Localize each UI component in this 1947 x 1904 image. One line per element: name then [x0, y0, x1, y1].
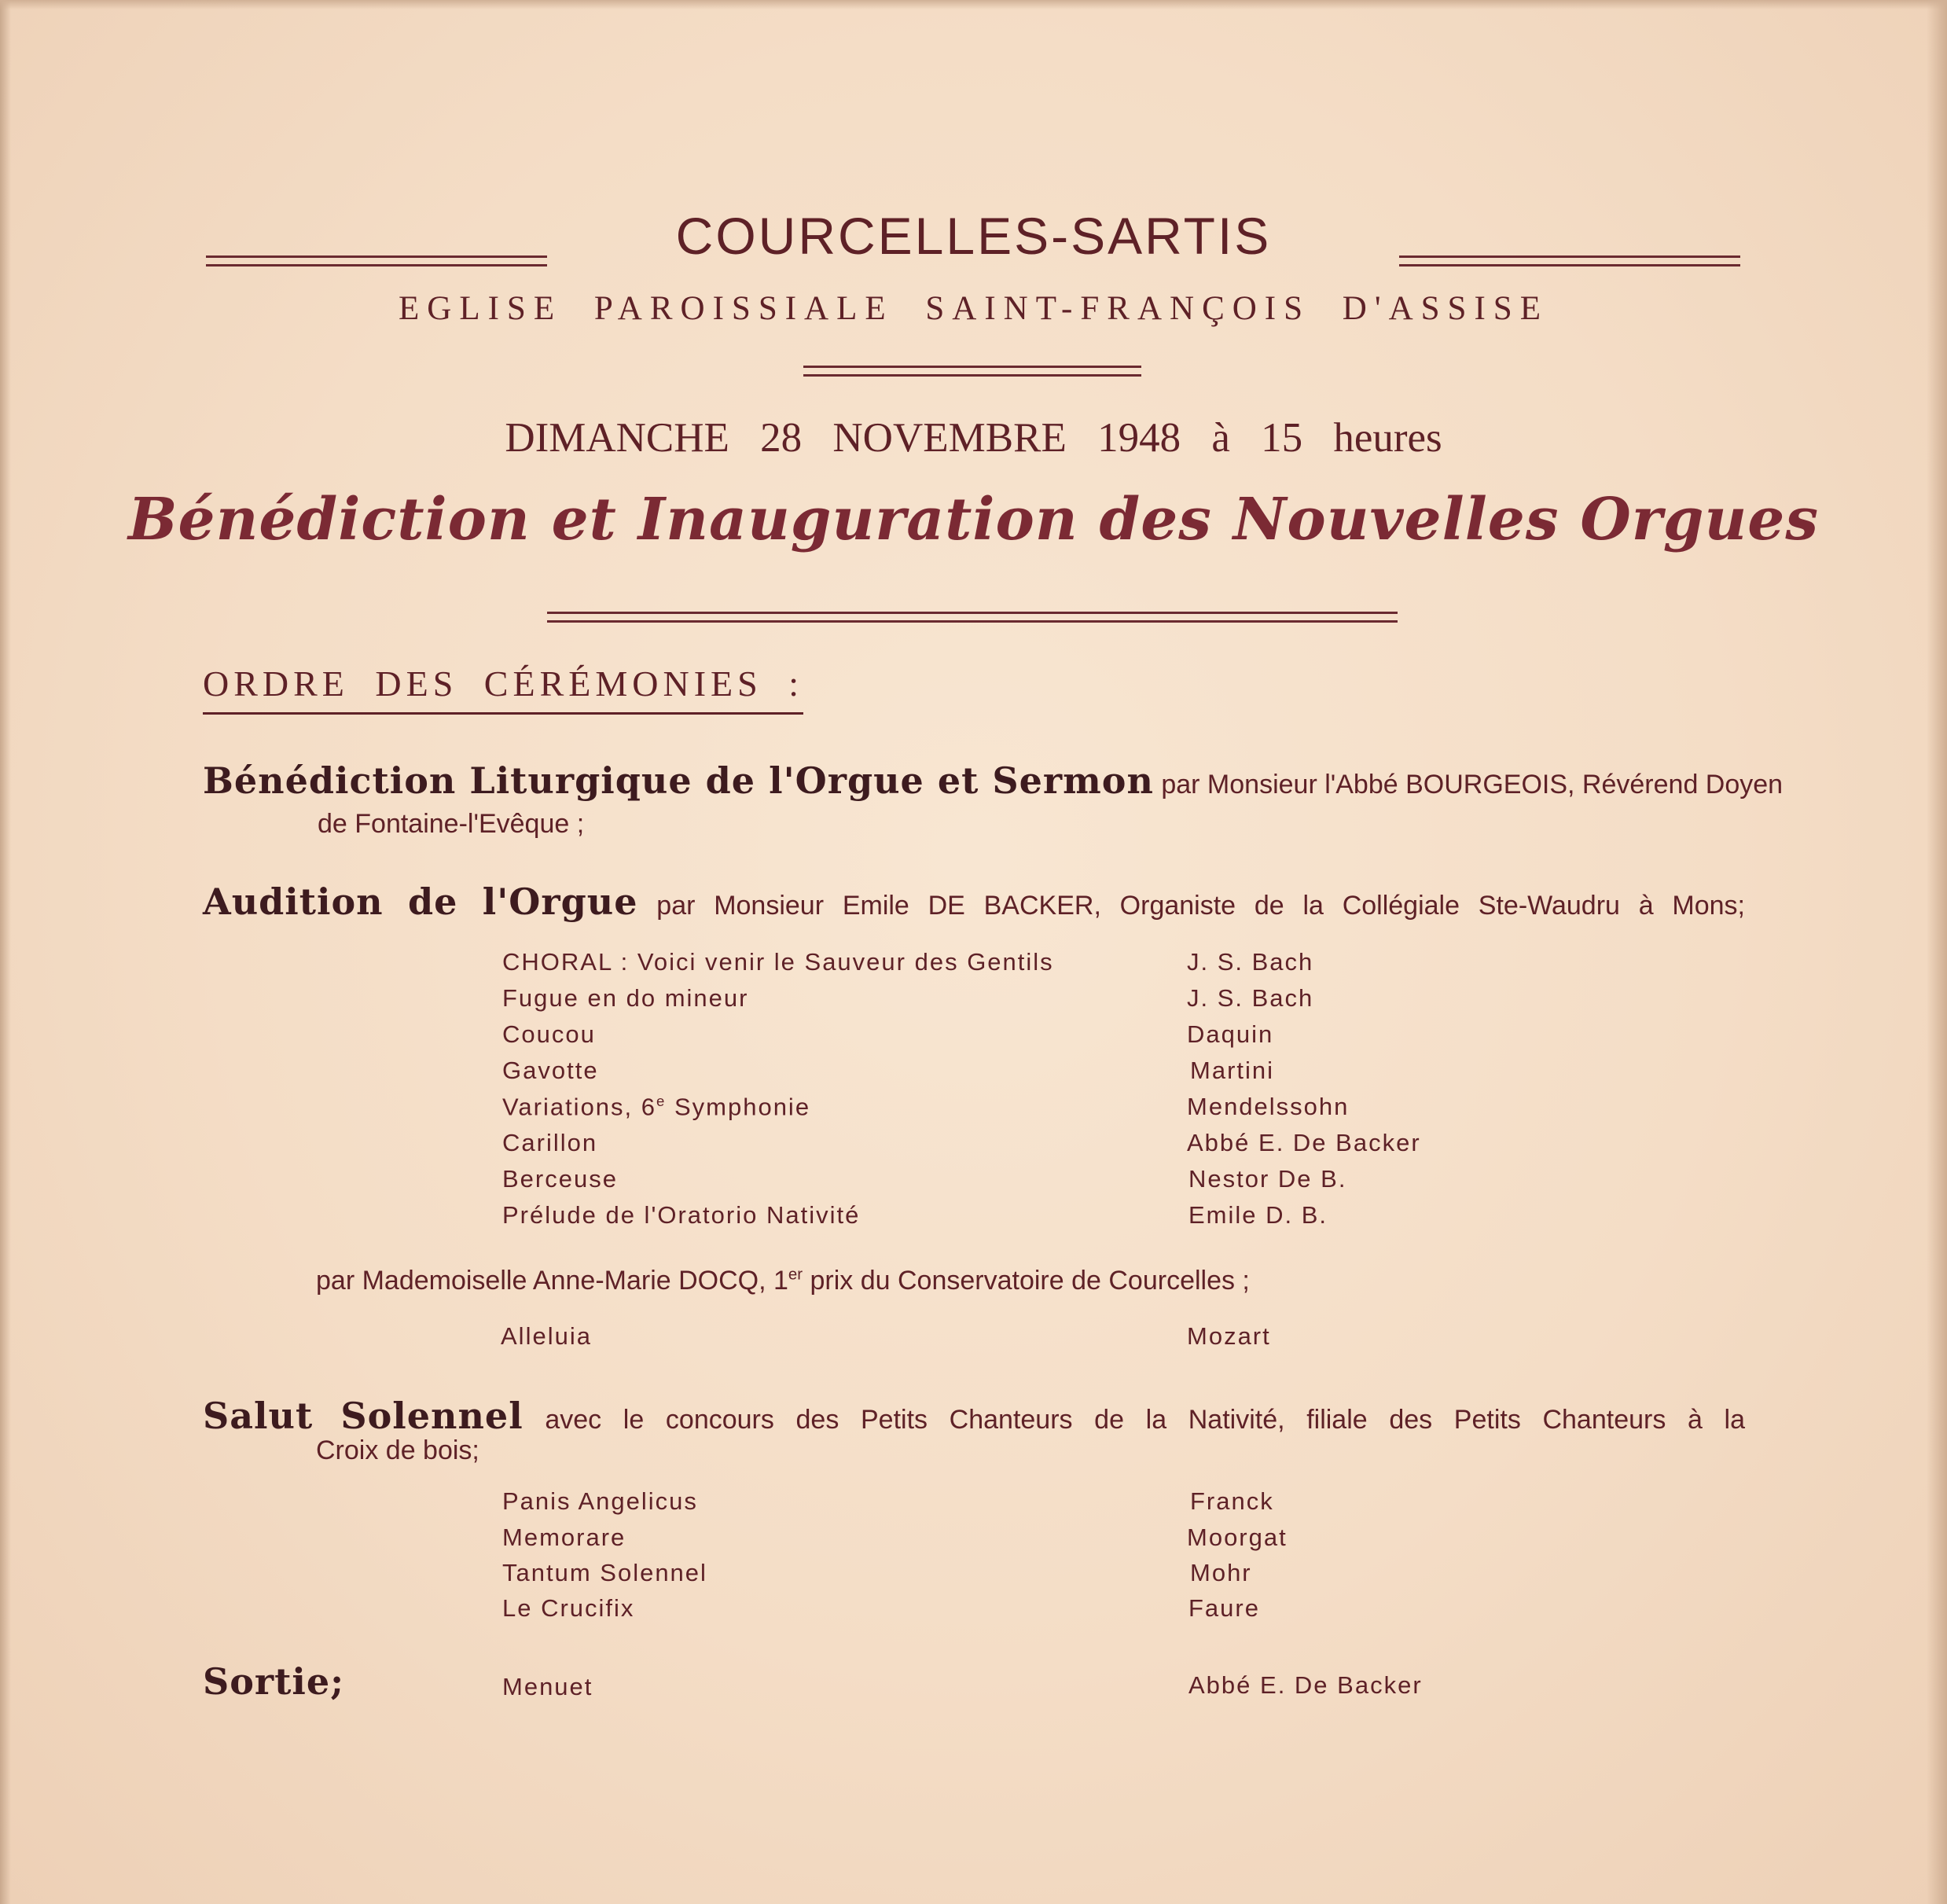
audition-line [203, 880, 1745, 923]
piece-composer: Mohr [1190, 1559, 1252, 1586]
salut-line [203, 1395, 1745, 1437]
piece-title: Coucou [502, 1020, 596, 1048]
event-date: DIMANCHE 28 NOVEMBRE 1948 à 15 heures [505, 415, 1442, 461]
piece-title: Tantum Solennel [502, 1559, 707, 1586]
piece-title: Memorare [502, 1524, 626, 1551]
piece-composer: Daquin [1187, 1020, 1274, 1048]
benediction-line [203, 759, 1784, 802]
piece-composer: Nestor De B. [1188, 1165, 1347, 1193]
piece-title: Berceuse [502, 1165, 618, 1193]
piece-title: Variations, 6e Symphonie [502, 1093, 811, 1121]
piece-composer: Moorgat [1187, 1524, 1288, 1551]
paper-edge-left [0, 0, 11, 1904]
salut-heading: Salut Solennel [203, 1395, 523, 1437]
piece-composer: Martini [1190, 1057, 1275, 1084]
piece-composer: Abbé E. De Backer [1187, 1129, 1421, 1156]
piece-title: Fugue en do mineur [502, 984, 749, 1012]
piece-title: Carillon [502, 1129, 598, 1156]
paper-edge-top [0, 0, 1947, 9]
salut-line-2: Croix de bois; [316, 1435, 479, 1465]
piece-composer: J. S. Bach [1187, 948, 1314, 976]
section-title: ORDRE DES CÉRÉMONIES : [203, 663, 803, 715]
piece-title: Le Crucifix [502, 1594, 635, 1622]
benediction-line-2: de Fontaine-l'Evêque ; [318, 809, 585, 839]
page-title: COURCELLES-SARTIS [675, 207, 1272, 265]
piece-composer: Faure [1188, 1594, 1260, 1622]
piece-title: Alleluia [501, 1322, 592, 1350]
sortie-heading: Sortie; [203, 1660, 345, 1703]
benediction-heading: Bénédiction Liturgique de l'Orgue et Sermon [203, 759, 1154, 802]
piece-composer: Emile D. B. [1188, 1201, 1328, 1229]
subtitle-rule [803, 366, 1141, 377]
church-name: EGLISE PAROISSIALE SAINT-FRANÇOIS D'ASSISE [399, 290, 1548, 327]
piece-title: Panis Angelicus [502, 1487, 698, 1515]
piece-composer: Abbé E. De Backer [1188, 1671, 1423, 1699]
piece-composer: Franck [1190, 1487, 1274, 1515]
piece-title: Menuet [502, 1673, 593, 1700]
piece-title: Gavotte [502, 1057, 599, 1084]
paper-edge-right [1927, 0, 1947, 1904]
piece-composer: J. S. Bach [1187, 984, 1314, 1012]
audition-text: par Monsieur Emile DE BACKER, Organiste de la Collégiale Ste-Waudru à Mons; [656, 891, 1745, 921]
piece-title: Prélude de l'Oratorio Nativité [502, 1201, 861, 1229]
audition-heading: Audition de l'Orgue [203, 880, 638, 923]
benediction-text: par Monsieur l'Abbé BOURGEOIS, Révérend Doyen [1161, 770, 1784, 799]
piece-composer: Mendelssohn [1187, 1093, 1350, 1120]
piece-composer: Mozart [1187, 1322, 1271, 1350]
event-rule [547, 612, 1398, 623]
salut-text: avec le concours des Petits Chanteurs de la Nativité, filiale des Petits Chanteurs à la [545, 1405, 1745, 1435]
piece-title: CHORAL : Voici venir le Sauveur des Gentils [502, 948, 1054, 976]
docq-line: par Mademoiselle Anne-Marie DOCQ, 1er prix du Conservatoire de Courcelles ; [316, 1266, 1250, 1296]
event-title: Bénédiction et Inauguration des Nouvelles Orgues [127, 486, 1820, 553]
sortie-heading-line [203, 1660, 344, 1703]
